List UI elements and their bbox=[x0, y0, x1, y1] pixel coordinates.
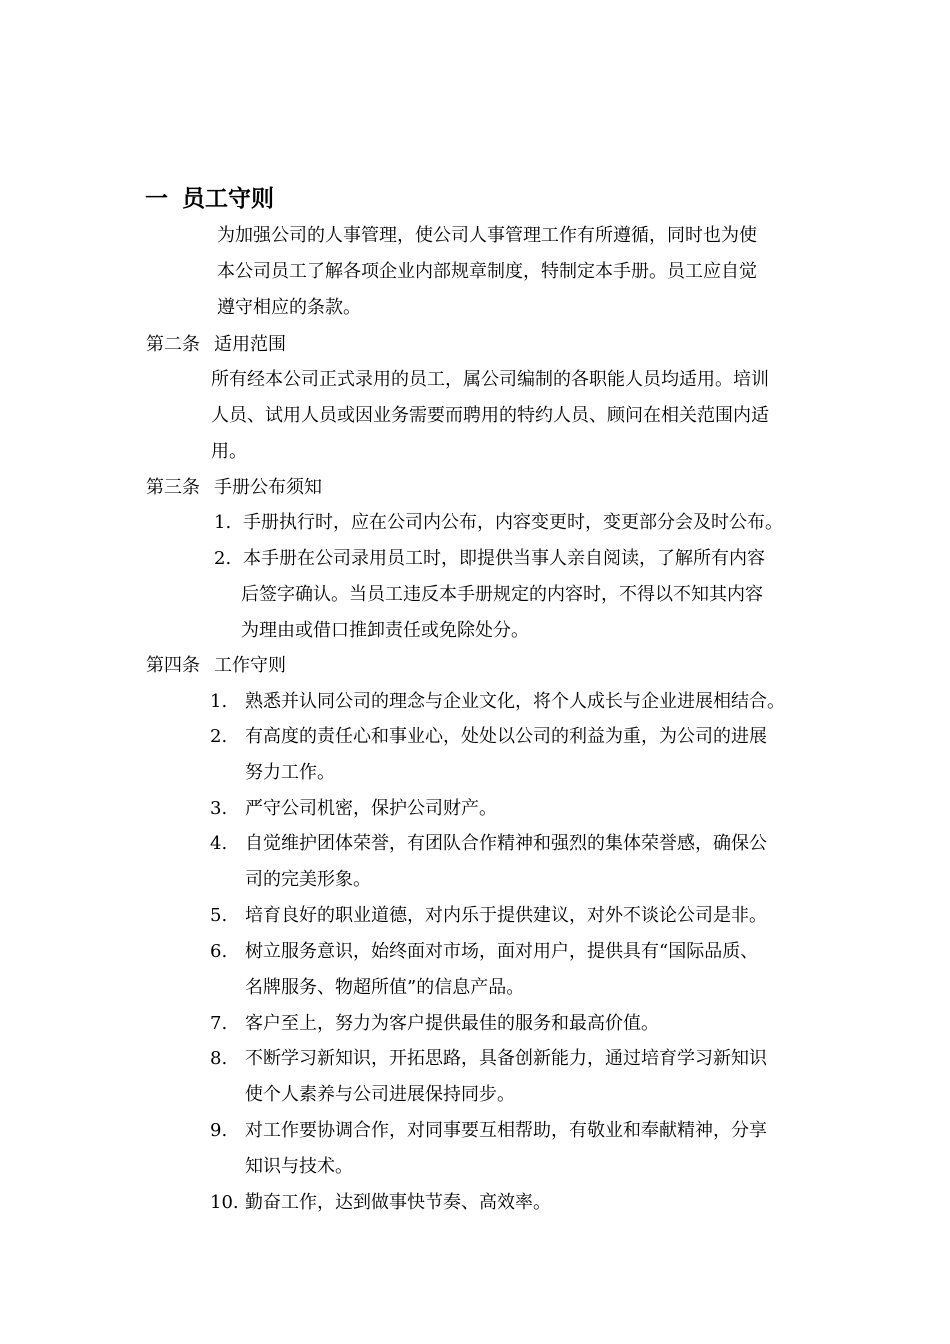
article-2-line: 用。 bbox=[211, 441, 247, 462]
article-3-heading bbox=[146, 473, 322, 503]
list-item-number: 2. bbox=[210, 726, 228, 747]
list-item-number: 9. bbox=[210, 1120, 228, 1141]
list-item-number: 1. bbox=[214, 512, 232, 533]
list-item-text: 有高度的责任心和事业心，处处以公司的利益为重，为公司的进展 bbox=[245, 726, 767, 747]
article-4-heading bbox=[146, 651, 286, 681]
list-item-number: 10. bbox=[210, 1192, 239, 1213]
list-item-text: 手册执行时，应在公司内公布，内容变更时，变更部分会及时公布。 bbox=[243, 512, 783, 533]
intro-line: 为加强公司的人事管理，使公司人事管理工作有所遵循，同时也为使 bbox=[217, 225, 757, 246]
article-label: 第三条 bbox=[146, 477, 200, 498]
list-item-text: 严守公司机密，保护公司财产。 bbox=[245, 798, 497, 819]
list-item-text: 本手册在公司录用员工时，即提供当事人亲自阅读，了解所有内容 bbox=[243, 548, 765, 569]
list-item-text: 不断学习新知识，开拓思路，具备创新能力，通过培育学习新知识 bbox=[245, 1048, 767, 1069]
list-item-number: 3. bbox=[210, 798, 228, 819]
section-title-text: 员工守则 bbox=[182, 186, 274, 212]
intro-line: 遵守相应的条款。 bbox=[217, 297, 361, 318]
list-item-text: 树立服务意识，始终面对市场，面对用户，提供具有“国际品质、 bbox=[245, 941, 759, 962]
list-item-text: 对工作要协调合作，对同事要互相帮助，有敬业和奉献精神，分享 bbox=[245, 1120, 767, 1141]
list-item-text: 为理由或借口推卸责任或免除处分。 bbox=[241, 620, 529, 641]
intro-paragraph bbox=[217, 218, 807, 326]
list-item-text: 培育良好的职业道德，对内乐于提供建议，对外不谈论公司是非。 bbox=[245, 905, 767, 926]
article-2-line: 所有经本公司正式录用的员工，属公司编制的各职能人员均适用。培训 bbox=[211, 369, 769, 390]
list-item-number: 2. bbox=[214, 548, 232, 569]
list-item-text: 自觉维护团体荣誉，有团队合作精神和强烈的集体荣誉感，确保公 bbox=[245, 833, 767, 854]
list-item-text: 知识与技术。 bbox=[245, 1156, 353, 1177]
list-item-text: 熟悉并认同公司的理念与企业文化，将个人成长与企业进展相结合。 bbox=[245, 691, 785, 712]
list-item-text: 勤奋工作，达到做事快节奏、高效率。 bbox=[245, 1192, 551, 1213]
list-item-text: 后签字确认。当员工违反本手册规定的内容时，不得以不知其内容 bbox=[241, 584, 763, 605]
list-item-text: 努力工作。 bbox=[245, 762, 335, 783]
article-2-heading bbox=[146, 330, 286, 360]
list-item-number: 7. bbox=[210, 1013, 228, 1034]
section-title bbox=[145, 182, 274, 216]
article-title: 适用范围 bbox=[214, 334, 286, 355]
list-item-number: 8. bbox=[210, 1048, 228, 1069]
list-item-number: 6. bbox=[210, 941, 228, 962]
article-2-line: 人员、试用人员或因业务需要而聘用的特约人员、顾问在相关范围内适 bbox=[211, 405, 769, 426]
list-item-text: 使个人素养与公司进展保持同步。 bbox=[245, 1084, 515, 1105]
article-label: 第四条 bbox=[146, 655, 200, 676]
list-item-text: 客户至上，努力为客户提供最佳的服务和最高价值。 bbox=[245, 1013, 659, 1034]
article-label: 第二条 bbox=[146, 334, 200, 355]
list-item-number: 4. bbox=[210, 833, 228, 854]
section-number: 一 bbox=[145, 186, 168, 212]
list-item-text: 司的完美形象。 bbox=[245, 869, 371, 890]
article-title: 工作守则 bbox=[214, 655, 286, 676]
article-title: 手册公布须知 bbox=[214, 477, 322, 498]
article-2-paragraph bbox=[211, 362, 811, 470]
list-item-number: 5. bbox=[210, 905, 228, 926]
list-item-number: 1. bbox=[210, 691, 228, 712]
list-item-text: 名牌服务、物超所值”的信息产品。 bbox=[245, 977, 525, 998]
intro-line: 本公司员工了解各项企业内部规章制度，特制定本手册。员工应自觉 bbox=[217, 261, 757, 282]
